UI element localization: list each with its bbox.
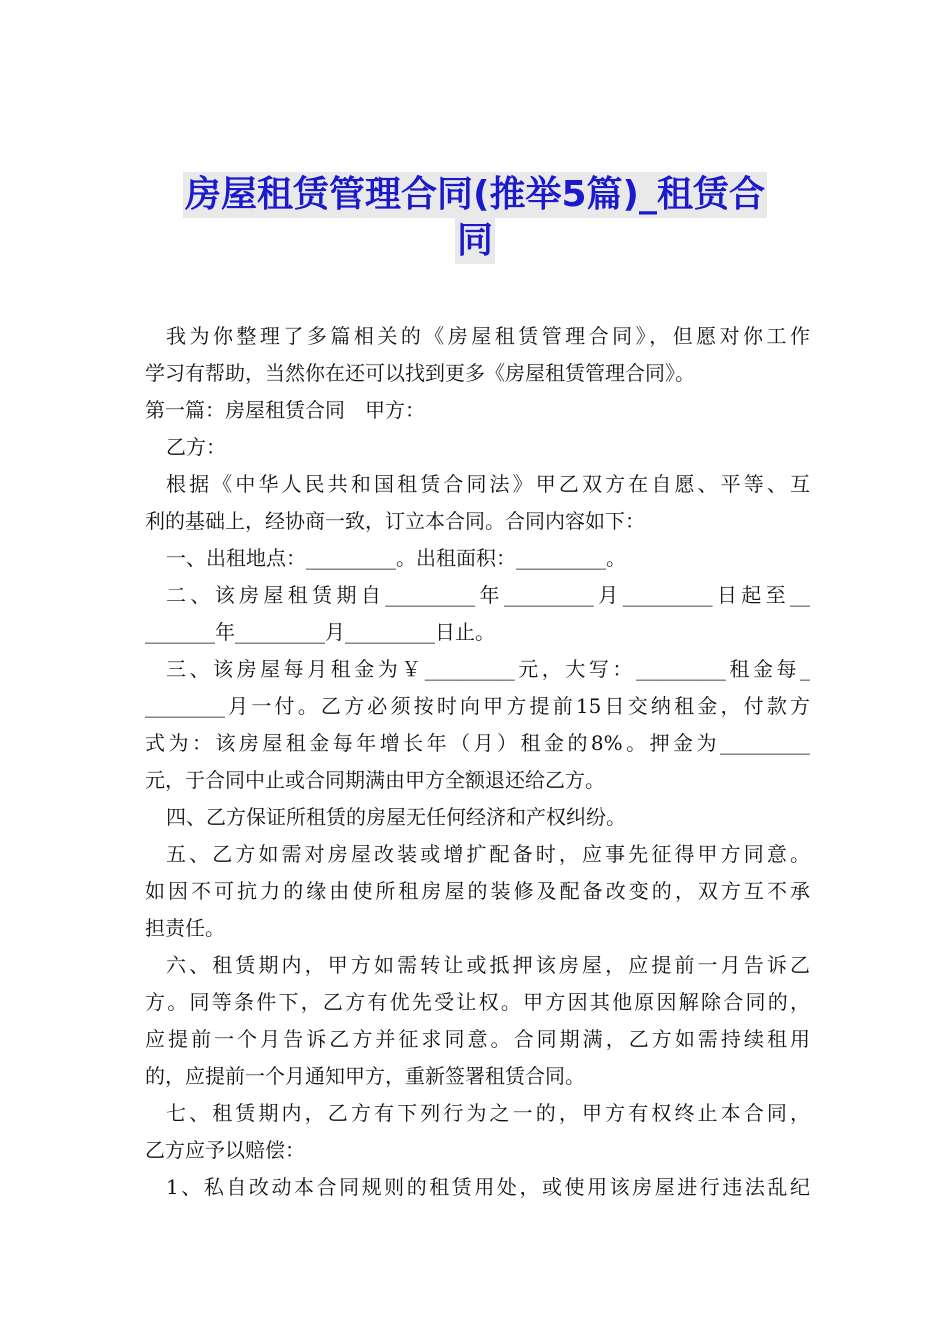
body-line: _______年_________月_________日止。 [145,620,495,644]
body-line: 方。同等条件下，乙方有优先受让权。甲方因其他原因解除合同的， [145,990,810,1014]
body-line: 我为你整理了多篇相关的《房屋租赁管理合同》，但愿对你工作 [166,324,810,348]
body-line: 元，于合同中止或合同期满由甲方全额退还给乙方。 [145,768,605,792]
body-line: 利的基础上，经协商一致，订立本合同。合同内容如下： [145,509,645,533]
body-line: 三、该房屋每月租金为￥_________元，大写：_________租金每_ [166,657,810,681]
body-line: 学习有帮助，当然你在还可以找到更多《房屋租赁管理合同》。 [145,361,695,385]
body-line: 担责任。 [145,916,225,940]
document-title [150,172,800,264]
body-line: 乙方应予以赔偿： [145,1138,305,1162]
body-line: 七、租赁期内，乙方有下列行为之一的，甲方有权终止本合同， [166,1101,810,1125]
body-line: ________月一付。乙方必须按时向甲方提前15日交纳租金，付款方 [145,694,810,718]
body-line: 式为：该房屋租金每年增长年（月）租金的8%。押金为_________ [145,731,810,755]
body-line: 应提前一个月告诉乙方并征求同意。合同期满，乙方如需持续租用 [145,1027,810,1051]
title-line-1: 房屋租赁管理合同(推举5篇)_租赁合 [183,172,767,218]
body-line: 1、私自改动本合同规则的租赁用处，或使用该房屋进行违法乱纪 [166,1175,810,1199]
body-line: 二、该房屋租赁期自_________年_________月_________日起至__ [166,583,810,607]
body-line: 六、租赁期内，甲方如需转让或抵押该房屋，应提前一月告诉乙 [166,953,810,977]
title-line-2: 同 [455,218,495,264]
body-line: 五、乙方如需对房屋改装或增扩配备时，应事先征得甲方同意。 [166,842,810,866]
body-line: 一、出租地点：_________。出租面积：_________。 [166,546,626,570]
body-line: 如因不可抗力的缘由使所租房屋的装修及配备改变的，双方互不承 [145,879,810,903]
body-line: 四、乙方保证所租赁的房屋无任何经济和产权纠纷。 [166,805,626,829]
document-body [145,318,810,1206]
body-line: 乙方： [166,435,226,459]
body-line: 的，应提前一个月通知甲方，重新签署租赁合同。 [145,1064,585,1088]
body-line: 根据《中华人民共和国租赁合同法》甲乙双方在自愿、平等、互 [166,472,810,496]
body-line: 第一篇：房屋租赁合同 甲方： [145,398,425,422]
